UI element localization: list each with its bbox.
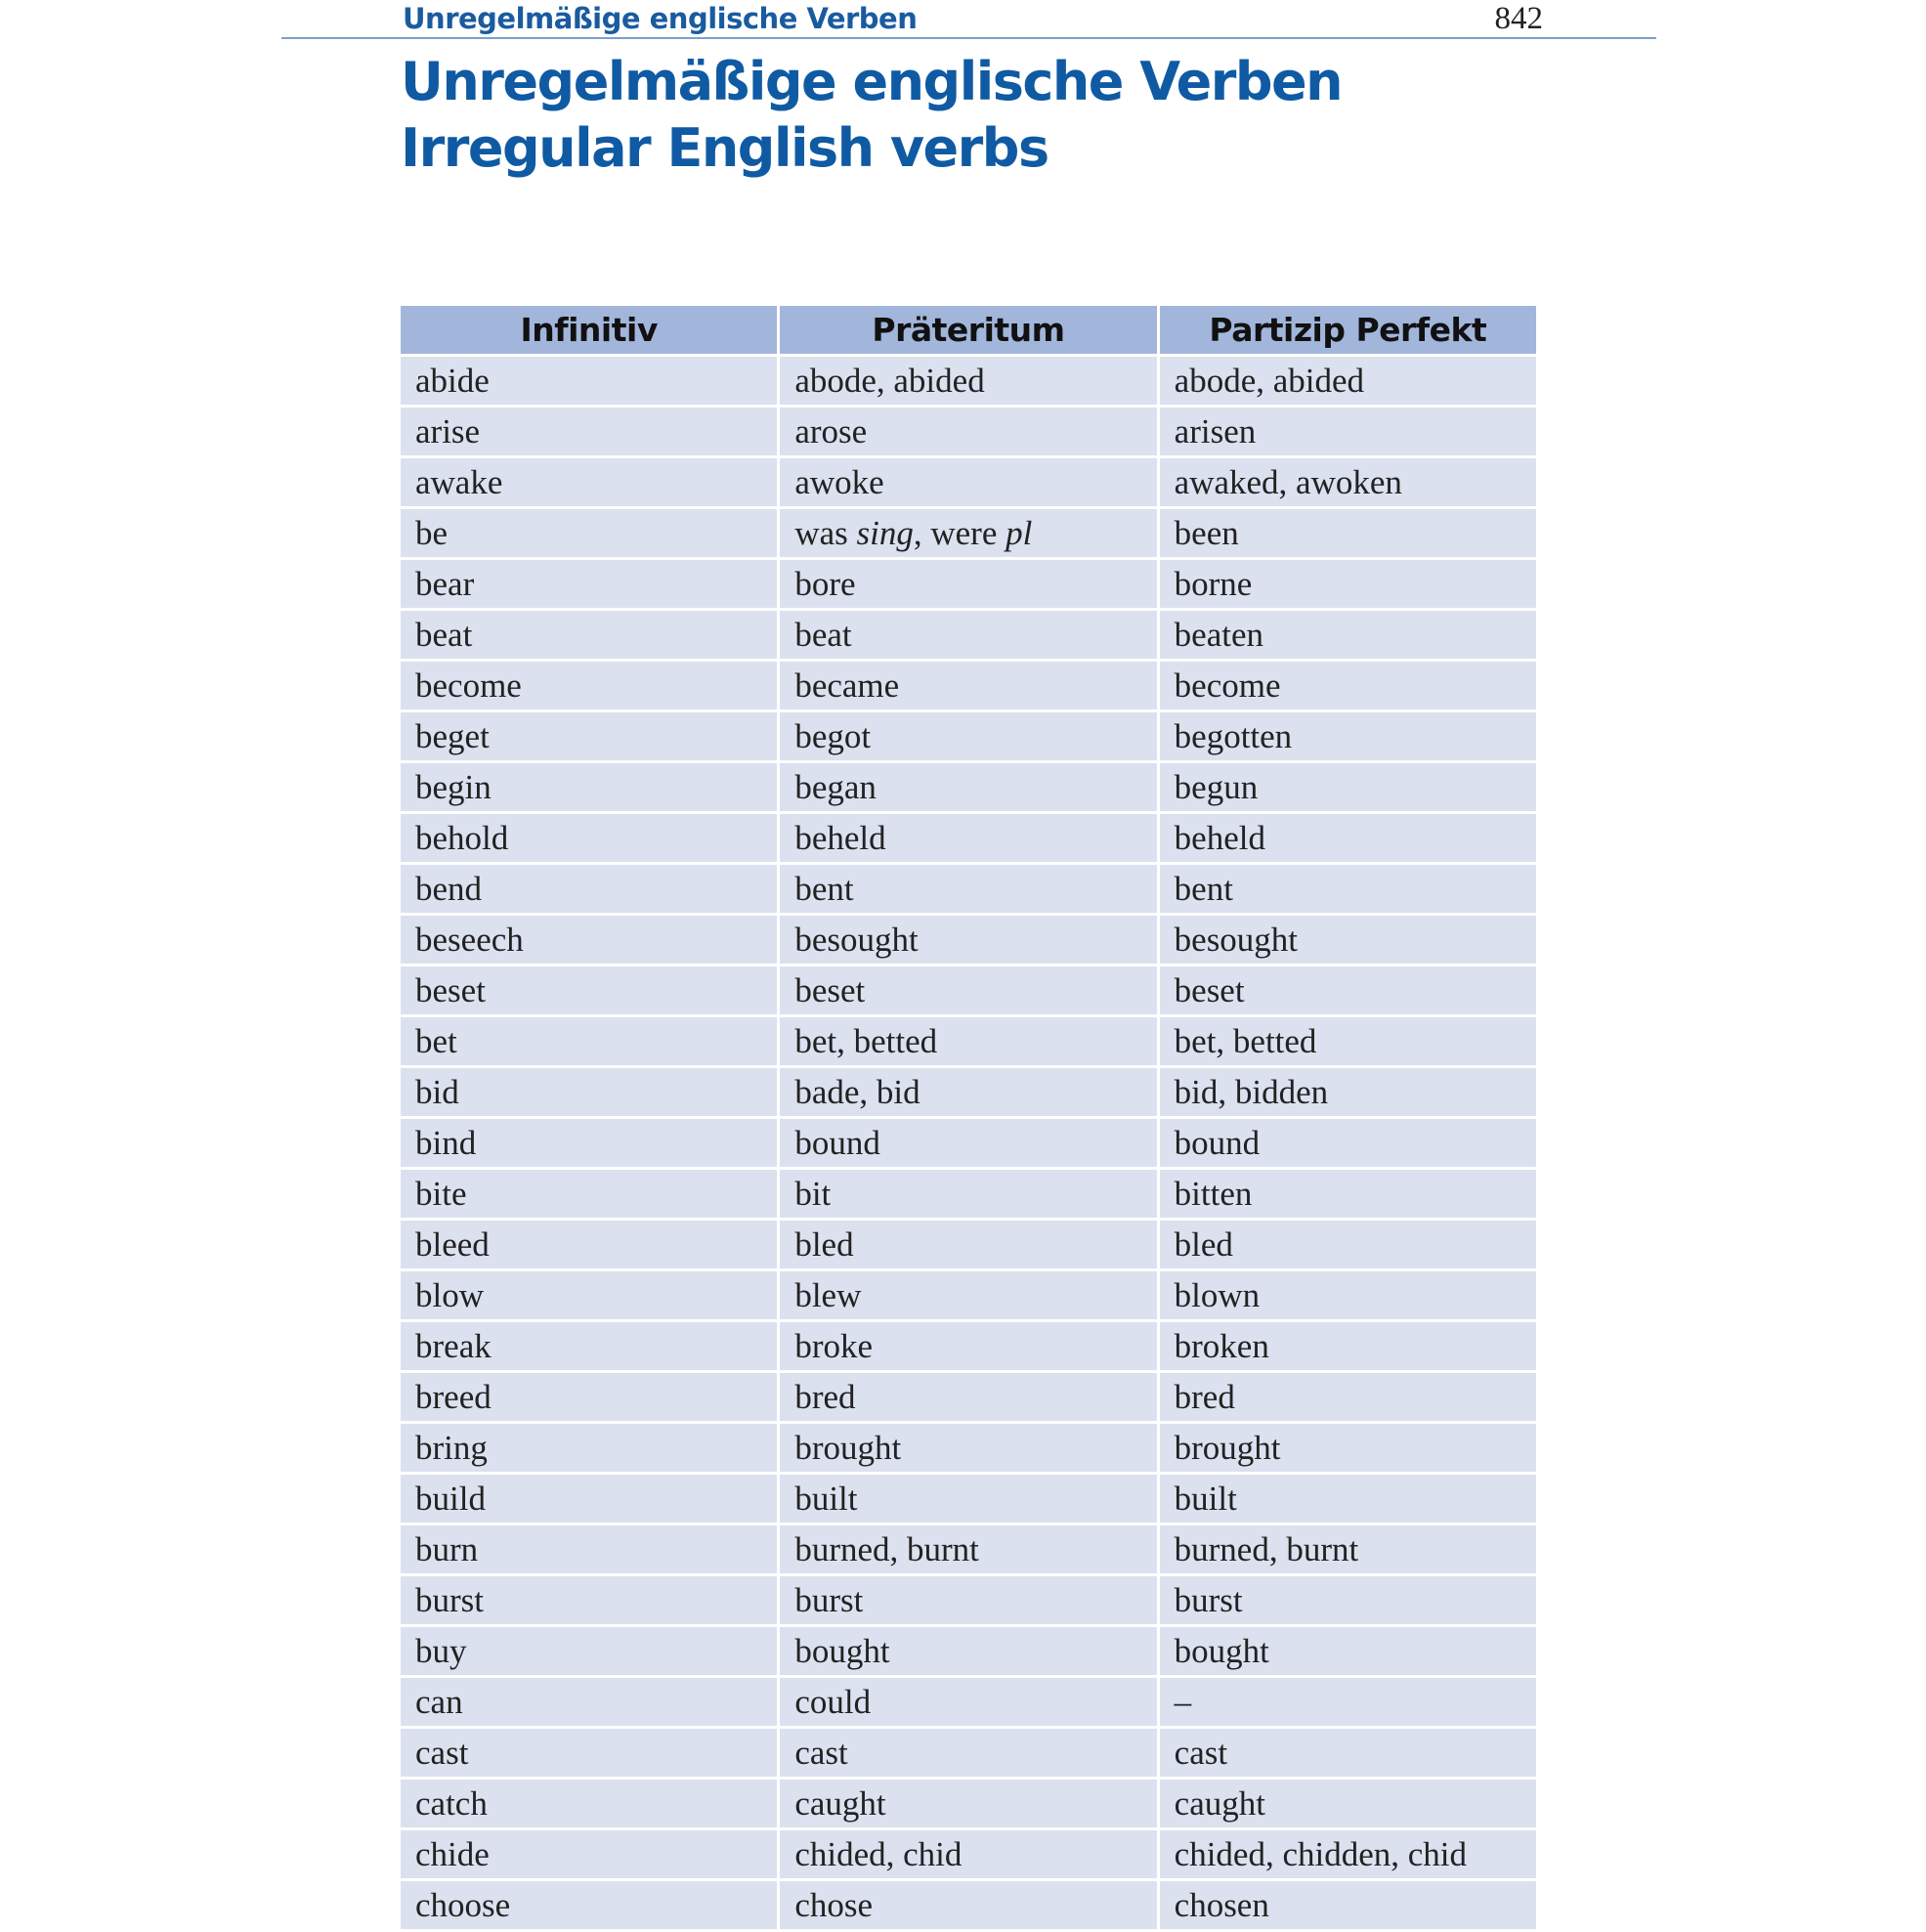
table-row [401, 865, 1536, 913]
infinitiv-cell: cast [401, 1729, 777, 1777]
partizip-perfekt-cell: broken [1160, 1322, 1536, 1370]
partizip-perfekt-cell: beheld [1160, 814, 1536, 862]
partizip-perfekt-cell: awaked, awoken [1160, 458, 1536, 506]
table-row [401, 966, 1536, 1014]
partizip-perfekt-cell: begotten [1160, 712, 1536, 760]
praeteritum-cell: bade, bid [780, 1068, 1156, 1116]
infinitiv-cell: bid [401, 1068, 777, 1116]
partizip-perfekt-cell: – [1160, 1678, 1536, 1726]
table-row [401, 357, 1536, 405]
partizip-perfekt-cell: borne [1160, 560, 1536, 608]
praeteritum-cell: abode, abided [780, 357, 1156, 405]
infinitiv-cell: choose [401, 1881, 777, 1929]
irregular-verbs-table [398, 303, 1539, 1932]
praeteritum-cell: brought [780, 1424, 1156, 1472]
praeteritum-cell [780, 509, 1156, 557]
running-head [281, 0, 1656, 39]
partizip-perfekt-cell: bound [1160, 1119, 1536, 1167]
partizip-perfekt-cell: chided, chidden, chid [1160, 1830, 1536, 1878]
partizip-perfekt-cell: bid, bidden [1160, 1068, 1536, 1116]
table-row [401, 712, 1536, 760]
column-header-praeteritum: Präteritum [780, 306, 1156, 354]
partizip-perfekt-cell: blown [1160, 1271, 1536, 1319]
partizip-perfekt-cell: cast [1160, 1729, 1536, 1777]
partizip-perfekt-cell: bled [1160, 1221, 1536, 1268]
partizip-perfekt-cell: brought [1160, 1424, 1536, 1472]
partizip-perfekt-cell: arisen [1160, 408, 1536, 455]
table-row [401, 1221, 1536, 1268]
praeteritum-cell: chose [780, 1881, 1156, 1929]
page-title-german: Unregelmäßige englische Verben [401, 51, 1343, 112]
infinitiv-cell: break [401, 1322, 777, 1370]
infinitiv-cell: arise [401, 408, 777, 455]
praeteritum-cell: cast [780, 1729, 1156, 1777]
praeteritum-cell: beset [780, 966, 1156, 1014]
praeteritum-cell: awoke [780, 458, 1156, 506]
partizip-perfekt-cell: become [1160, 662, 1536, 709]
page-title-english: Irregular English verbs [401, 117, 1049, 179]
column-header-infinitiv: Infinitiv [401, 306, 777, 354]
table-row [401, 509, 1536, 557]
table-row [401, 662, 1536, 709]
infinitiv-cell: bring [401, 1424, 777, 1472]
table-row [401, 1271, 1536, 1319]
praeteritum-cell: became [780, 662, 1156, 709]
infinitiv-cell: behold [401, 814, 777, 862]
table-row [401, 1627, 1536, 1675]
partizip-perfekt-cell: been [1160, 509, 1536, 557]
praeteritum-cell: chided, chid [780, 1830, 1156, 1878]
partizip-perfekt-cell: bred [1160, 1373, 1536, 1421]
table-row [401, 1170, 1536, 1218]
table-row [401, 1424, 1536, 1472]
partizip-perfekt-cell: burst [1160, 1576, 1536, 1624]
grammar-label-singular: sing [856, 513, 914, 552]
praeteritum-cell: arose [780, 408, 1156, 455]
infinitiv-cell: be [401, 509, 777, 557]
table-row [401, 1068, 1536, 1116]
praeteritum-cell: bought [780, 1627, 1156, 1675]
infinitiv-cell: catch [401, 1780, 777, 1827]
table-row [401, 1119, 1536, 1167]
infinitiv-cell: bear [401, 560, 777, 608]
table-row [401, 1475, 1536, 1523]
infinitiv-cell: buy [401, 1627, 777, 1675]
infinitiv-cell: bend [401, 865, 777, 913]
praeteritum-cell: bore [780, 560, 1156, 608]
table-row [401, 408, 1536, 455]
table-row [401, 1322, 1536, 1370]
partizip-perfekt-cell: abode, abided [1160, 357, 1536, 405]
infinitiv-cell: bite [401, 1170, 777, 1218]
table-row [401, 1678, 1536, 1726]
table-row [401, 1830, 1536, 1878]
table-row [401, 814, 1536, 862]
infinitiv-cell: bet [401, 1017, 777, 1065]
partizip-perfekt-cell: chosen [1160, 1881, 1536, 1929]
table-row [401, 916, 1536, 964]
infinitiv-cell: bleed [401, 1221, 777, 1268]
table-row [401, 1017, 1536, 1065]
cell-text: was [794, 513, 857, 552]
infinitiv-cell: beset [401, 966, 777, 1014]
page-title [401, 49, 1342, 182]
table-row [401, 763, 1536, 811]
table-row [401, 1729, 1536, 1777]
table-row [401, 1576, 1536, 1624]
praeteritum-cell: bet, betted [780, 1017, 1156, 1065]
partizip-perfekt-cell: besought [1160, 916, 1536, 964]
table-row [401, 1780, 1536, 1827]
table-row [401, 1373, 1536, 1421]
praeteritum-cell: bound [780, 1119, 1156, 1167]
table-row [401, 458, 1536, 506]
praeteritum-cell: burst [780, 1576, 1156, 1624]
praeteritum-cell: burned, burnt [780, 1525, 1156, 1573]
praeteritum-cell: bent [780, 865, 1156, 913]
infinitiv-cell: can [401, 1678, 777, 1726]
infinitiv-cell: burn [401, 1525, 777, 1573]
partizip-perfekt-cell: caught [1160, 1780, 1536, 1827]
partizip-perfekt-cell: built [1160, 1475, 1536, 1523]
praeteritum-cell: built [780, 1475, 1156, 1523]
partizip-perfekt-cell: beaten [1160, 611, 1536, 659]
partizip-perfekt-cell: bent [1160, 865, 1536, 913]
infinitiv-cell: begin [401, 763, 777, 811]
partizip-perfekt-cell: bought [1160, 1627, 1536, 1675]
partizip-perfekt-cell: bitten [1160, 1170, 1536, 1218]
infinitiv-cell: blow [401, 1271, 777, 1319]
infinitiv-cell: build [401, 1475, 777, 1523]
table-row [401, 560, 1536, 608]
infinitiv-cell: abide [401, 357, 777, 405]
grammar-label-plural: pl [1006, 513, 1033, 552]
praeteritum-cell: could [780, 1678, 1156, 1726]
column-header-partizip-perfekt: Partizip Perfekt [1160, 306, 1536, 354]
praeteritum-cell: beat [780, 611, 1156, 659]
infinitiv-cell: breed [401, 1373, 777, 1421]
infinitiv-cell: beget [401, 712, 777, 760]
partizip-perfekt-cell: begun [1160, 763, 1536, 811]
partizip-perfekt-cell: burned, burnt [1160, 1525, 1536, 1573]
partizip-perfekt-cell: bet, betted [1160, 1017, 1536, 1065]
infinitiv-cell: awake [401, 458, 777, 506]
partizip-perfekt-cell: beset [1160, 966, 1536, 1014]
praeteritum-cell: began [780, 763, 1156, 811]
praeteritum-cell: blew [780, 1271, 1156, 1319]
running-head-title: Unregelmäßige englische Verben [403, 2, 918, 35]
table-row [401, 1525, 1536, 1573]
praeteritum-cell: caught [780, 1780, 1156, 1827]
table-row [401, 611, 1536, 659]
infinitiv-cell: beseech [401, 916, 777, 964]
praeteritum-cell: beheld [780, 814, 1156, 862]
praeteritum-cell: begot [780, 712, 1156, 760]
infinitiv-cell: beat [401, 611, 777, 659]
praeteritum-cell: bred [780, 1373, 1156, 1421]
praeteritum-cell: bit [780, 1170, 1156, 1218]
table-body [401, 357, 1536, 1929]
infinitiv-cell: become [401, 662, 777, 709]
cell-text: , were [913, 513, 1006, 552]
table-header-row [401, 306, 1536, 354]
infinitiv-cell: chide [401, 1830, 777, 1878]
praeteritum-cell: besought [780, 916, 1156, 964]
table-row [401, 1881, 1536, 1929]
page-number: 842 [1494, 1, 1543, 36]
infinitiv-cell: bind [401, 1119, 777, 1167]
praeteritum-cell: bled [780, 1221, 1156, 1268]
praeteritum-cell: broke [780, 1322, 1156, 1370]
infinitiv-cell: burst [401, 1576, 777, 1624]
